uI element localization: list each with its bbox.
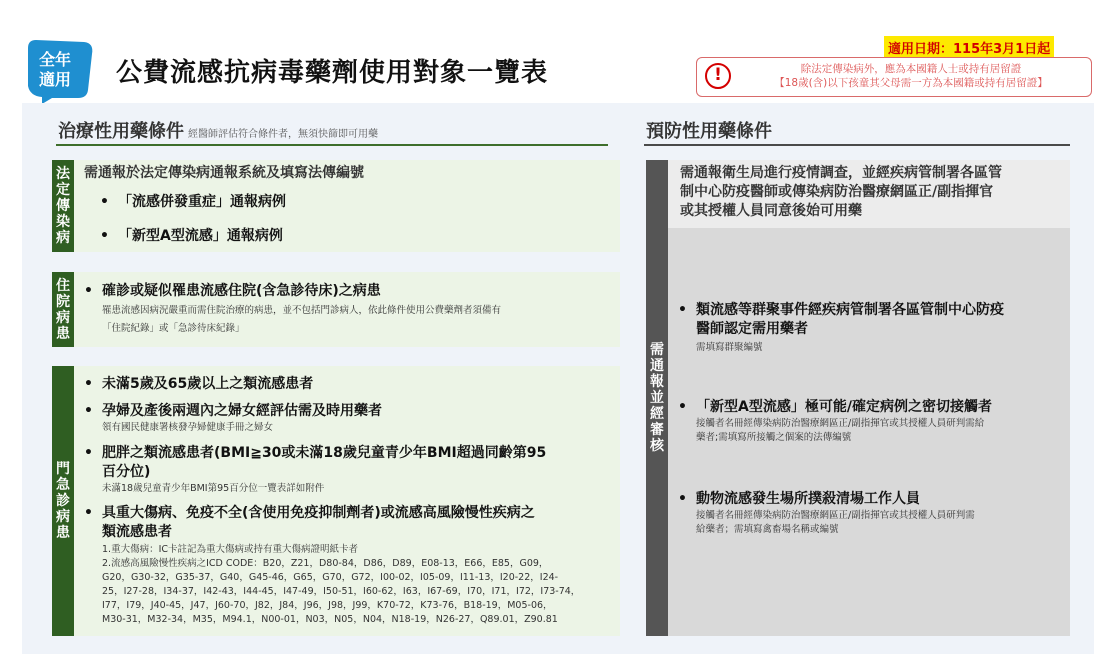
label-char: 傳 xyxy=(56,198,70,214)
label-char: 急 xyxy=(56,477,70,493)
prevention-item1-line1: • 類流感等群聚事件經疾病管制署各區管制中心防疫 xyxy=(696,301,1004,320)
prevention-item2: • 「新型A型流感」極可能/確定病例之密切接觸者 xyxy=(696,398,992,417)
label-outpatient xyxy=(52,366,74,636)
label-char: 門 xyxy=(56,461,70,477)
group1-intro: 需通報於法定傳染病通報系統及填寫法傳編號 xyxy=(84,165,364,181)
group-inpatient-box xyxy=(74,272,620,347)
label-char: 法 xyxy=(56,166,70,182)
label-char: 診 xyxy=(56,493,70,509)
label-requires-notification xyxy=(646,160,668,636)
group1-item1: • 「流感併發重症」通報病例 xyxy=(118,193,286,212)
label-char: 住 xyxy=(56,277,70,294)
group3-item3-line2: 百分位) xyxy=(102,464,151,480)
icd-note: M30-31，M32-34，M35，M94.1，N00-01，N03，N05，N04，N18-19，N26-27，Q89.01，Z90.81 xyxy=(102,614,558,625)
label-char: 核 xyxy=(650,438,664,454)
group-outpatient-box xyxy=(74,366,620,636)
group3-item1: • 未滿5歲及65歲以上之類流感患者 xyxy=(102,375,313,394)
effective-date: 適用日期：115年3月1日起 xyxy=(884,36,1054,59)
group-notifiable-box xyxy=(74,160,620,252)
label-char: 報 xyxy=(650,374,664,390)
group3-item4-line1: • 具重大傷病、免疫不全(含使用免疫抑制劑者)或流感高風險慢性疾病之 xyxy=(102,504,535,523)
prevention-item2-note1: 接觸者名冊經傳染病防治醫療網區正/副指揮官或其授權人員研判需給 xyxy=(696,418,985,429)
group2-item: • 確診或疑似罹患流感住院(含急診待床)之病患 xyxy=(102,282,381,301)
label-inpatient xyxy=(52,272,74,347)
label-char: 病 xyxy=(56,230,70,246)
prevention-item3-note1: 接觸者名冊經傳染病防治醫療網區正/副指揮官或其授權人員研判需 xyxy=(696,510,975,521)
prevention-items-box xyxy=(668,228,1070,636)
prevention-intro-line1: 需通報衛生局進行疫情調查，並經疾病管制署各區管 xyxy=(680,165,1002,181)
prevention-divider xyxy=(644,144,1070,146)
label-char: 病 xyxy=(56,509,70,525)
label-char: 通 xyxy=(650,358,664,374)
prevention-intro-line2: 制中心防疫醫師或傳染病防治醫療網區正/副指揮官 xyxy=(680,184,994,200)
label-char: 定 xyxy=(56,182,70,198)
group1-item2: • 「新型A型流感」通報病例 xyxy=(118,227,283,246)
group3-item4-line2: 類流感患者 xyxy=(102,524,172,540)
group3-item2-note: 領有國民健康署核發孕婦健康手冊之婦女 xyxy=(102,422,274,433)
icd-note: I77，I79，J40-45，J47，J60-70，J82，J84，J96，J98，J99，K70-72，K73-76，B18-19，M05-06， xyxy=(102,600,553,611)
label-char: 院 xyxy=(56,293,70,310)
icd-note: 25，I27-28，I34-37，I42-43，I44-45，I47-49，I50-51，I60-62，I63，I67-69，I70，I71，I72，I73-74， xyxy=(102,586,581,597)
group2-note1: 罹患流感因病況嚴重而需住院治療的病患，並不包括門診病人，依此條件使用公費藥劑者須備有 xyxy=(102,305,502,316)
notice-line2: 【18歲(含)以下孩童其父母需一方為本國籍或持有居留證】 xyxy=(774,77,1048,89)
badge-line1: 全年 xyxy=(38,50,71,69)
prevention-item1-line2: 醫師認定需用藥者 xyxy=(696,321,808,337)
prevention-item3: • 動物流感發生場所撲殺清場工作人員 xyxy=(696,490,920,509)
icd-note: 1.重大傷病：IC卡註記為重大傷病或持有重大傷病證明紙卡者 xyxy=(102,544,358,555)
group3-item3-line1: • 肥胖之類流感患者(BMI≧30或未滿18歲兒童青少年BMI超過同齡第95 xyxy=(102,444,546,463)
treatment-heading xyxy=(58,117,378,143)
prevention-heading: 預防性用藥條件 xyxy=(646,121,772,142)
eligibility-notice xyxy=(696,57,1092,97)
group3-item3-note: 未滿18歲兒童青少年BMI第95百分位一覽表詳如附件 xyxy=(102,483,325,494)
exclamation-icon: ! xyxy=(705,63,731,89)
label-char: 患 xyxy=(56,325,70,342)
prevention-item2-note2: 藥者;需填寫所接觸之個案的法傳編號 xyxy=(696,432,852,443)
prevention-item1-note: 需填寫群聚編號 xyxy=(696,342,763,353)
prevention-item3-note2: 給藥者；需填寫禽畜場名稱或編號 xyxy=(696,524,839,535)
label-notifiable-disease xyxy=(52,160,74,252)
label-char: 經 xyxy=(650,406,664,422)
treatment-divider xyxy=(56,144,608,146)
label-char: 並 xyxy=(650,390,664,406)
prevention-intro-box xyxy=(668,160,1070,228)
group3-item2: • 孕婦及產後兩週內之婦女經評估需及時用藥者 xyxy=(102,402,382,421)
label-char: 審 xyxy=(650,422,664,438)
year-round-badge xyxy=(22,38,102,106)
treatment-heading-text: 治療性用藥條件 xyxy=(58,121,184,142)
page-title: 公費流感抗病毒藥劑使用對象一覽表 xyxy=(116,58,549,88)
icd-note: 2.流感高風險慢性疾病之ICD CODE：B20，Z21，D80-84，D86，D89，E08-13，E66，E85，G09， xyxy=(102,558,549,569)
treatment-subheading: 經醫師評估符合條件者，無須快篩即可用藥 xyxy=(188,129,378,140)
label-char: 病 xyxy=(56,309,70,326)
badge-line2: 適用 xyxy=(38,70,71,89)
group2-note2: 「住院紀錄」或「急診待床紀錄」 xyxy=(102,323,245,334)
label-char: 患 xyxy=(56,525,70,541)
notice-line1: 除法定傳染病外，應為本國籍人士或持有居留證 xyxy=(800,63,1022,75)
label-char: 需 xyxy=(650,342,664,358)
icd-note: G20，G30-32，G35-37，G40，G45-46，G65，G70，G72，I00-02，I05-09，I11-13，I20-22，I24- xyxy=(102,572,559,583)
prevention-intro-line3: 或其授權人員同意後始可用藥 xyxy=(680,203,862,219)
label-char: 染 xyxy=(56,214,70,230)
